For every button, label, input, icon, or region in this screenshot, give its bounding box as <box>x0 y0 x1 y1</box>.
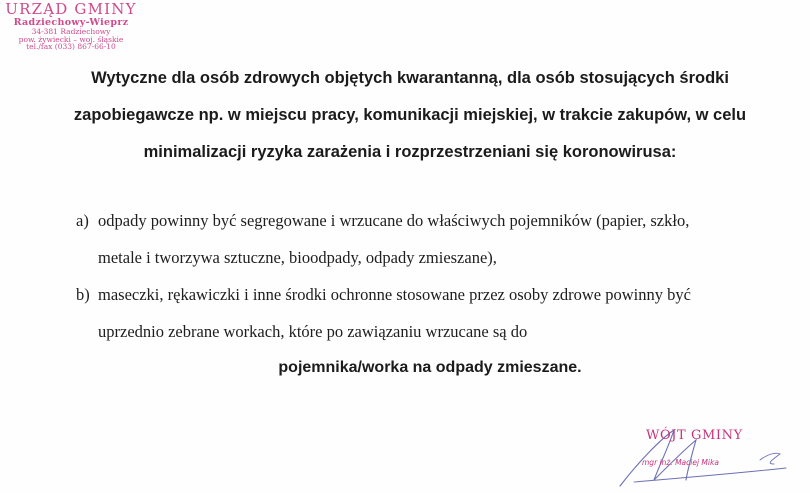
list-item-text: odpady powinny być segregowane i wrzucane do właściwych pojemników (papier, szkło, <box>98 211 690 230</box>
stamp-address: 34-381 Radziechowy <box>31 26 111 36</box>
list-item-text: uprzednio zebrane workach, które po zawiązaniu wrzucane są do <box>98 322 528 341</box>
signature-name: mgr inż. Maciej Mika <box>642 458 719 467</box>
list-item <box>76 202 796 276</box>
list-item-text: maseczki, rękawiczki i inne środki ochronne stosowane przez osoby zdrowe powinny być <box>98 285 691 304</box>
list-item-marker: b) <box>76 285 90 304</box>
title-line: minimalizacji ryzyka zarażenia i rozprzestrzeniani się koronowirusa: <box>143 143 677 161</box>
list-item <box>76 276 796 350</box>
closing-line: pojemnika/worka na odpady zmieszane. <box>278 359 582 376</box>
list-item-text: metale i tworzywa sztuczne, bioodpady, odpady zmieszane), <box>98 248 497 267</box>
signature-stamp <box>610 420 806 490</box>
office-stamp <box>2 2 140 51</box>
signature-title: WÓJT GMINY <box>646 428 743 443</box>
document-title <box>60 60 760 171</box>
title-line: Wytyczne dla osób zdrowych objętych kwarantanną, dla osób stosujących środki <box>91 69 729 87</box>
stamp-region: pow. żywiecki – woj. śląskie <box>18 34 124 44</box>
stamp-municipality: Radziechowy-Wieprz <box>13 16 129 28</box>
stamp-office-name: URZĄD GMINY <box>5 0 137 18</box>
title-line: zapobiegawcze np. w miejscu pracy, komunikacji miejskiej, w trakcie zakupów, w celu <box>73 106 747 124</box>
guidelines-list <box>76 202 796 350</box>
stamp-phone: tel./fax (033) 867-66-10 <box>26 42 116 52</box>
list-item-marker: a) <box>76 211 89 230</box>
